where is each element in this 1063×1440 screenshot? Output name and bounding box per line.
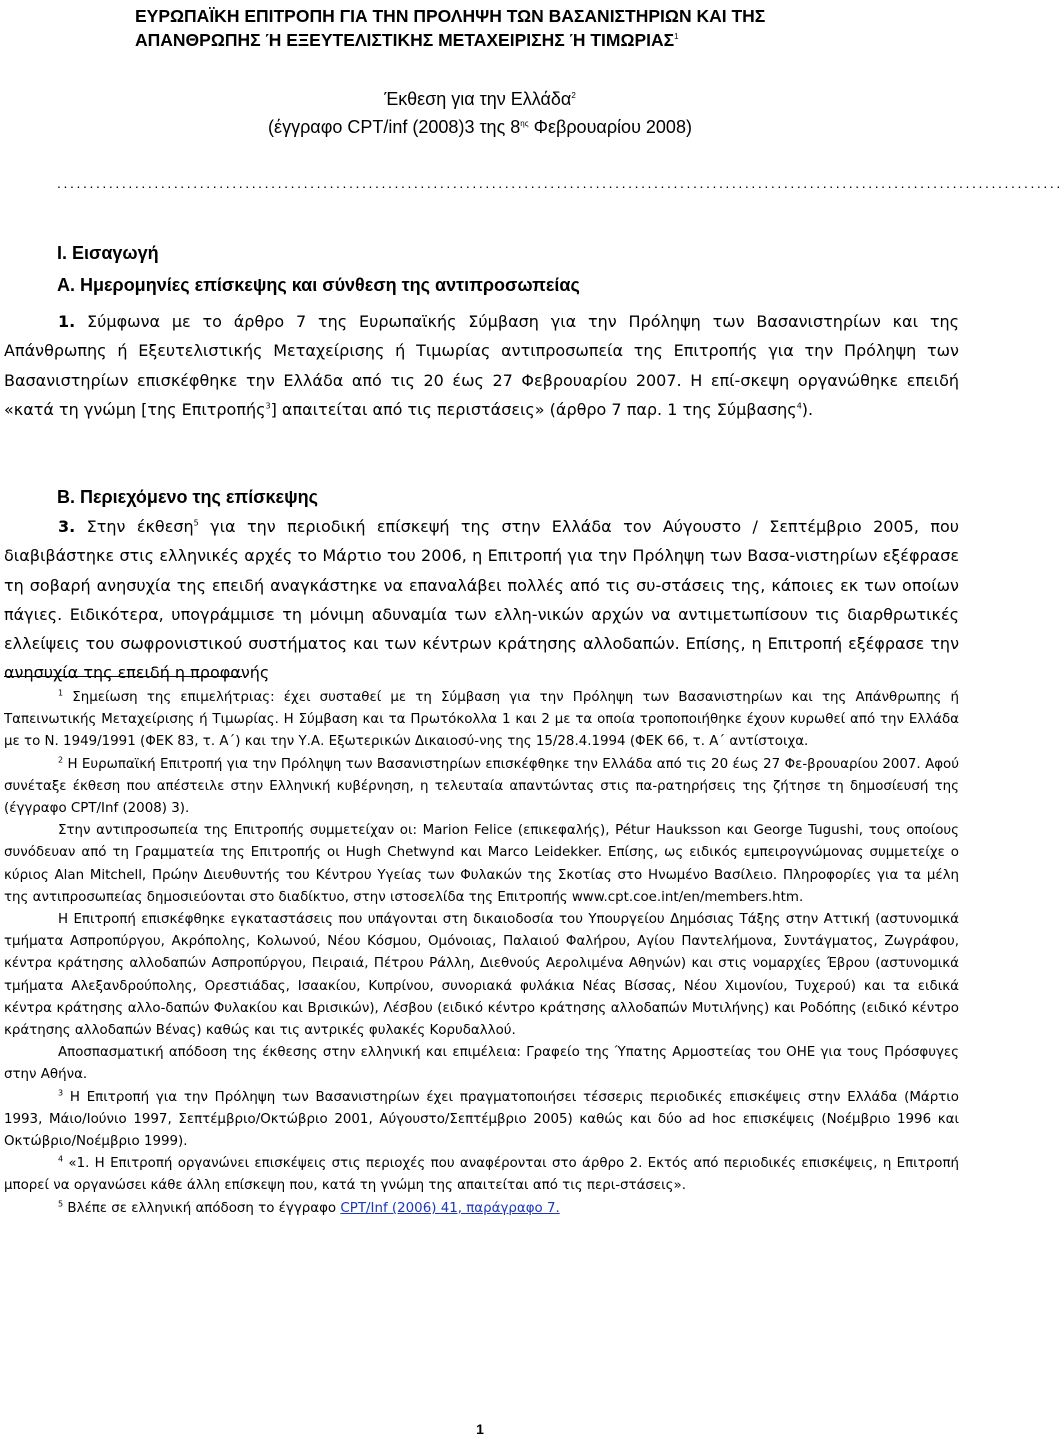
paragraph-number: 1. bbox=[58, 312, 76, 331]
footnote-ref-2[interactable]: 2 bbox=[571, 91, 576, 100]
footnote-ref-4[interactable]: 4 bbox=[796, 401, 802, 411]
section-heading-introduction: Ι. Εισαγωγή bbox=[57, 243, 159, 263]
footnote-ref-3[interactable]: 3 bbox=[265, 401, 271, 411]
footnote-separator bbox=[4, 676, 242, 677]
footnote-2: $^2$ Η Ευρωπαϊκή Επιτροπή για την Πρόληψη των Βασανιστηρίων επισκέφθηκε την Ελλάδα από τις 20 έως 27 Φε-βρουαρίου 2007. Αφού συνέταξε έκθεση που απέστειλε στην Ελληνική κυβέρνηση, η τελευταία απαντώντας στις πα-ρατηρήσεις της ζήτησε τη δημοσίευσή της (έγγραφο CPT/Inf (2008) 3). bbox=[4, 755, 960, 817]
dotted-separator: ........................................................................................................................................................... bbox=[57, 175, 1063, 191]
report-reference: (έγγραφο CPT/inf (2008)3 της $8^{\eta\varsigma}$ Φεβρουαρίου 2008) bbox=[268, 117, 692, 137]
paragraph-1: 1. Σύμφωνα με το άρθρο 7 της Ευρωπαϊκής Σύμβαση για την Πρόληψη των Βασανιστηρίων και της Απάνθρωπης ή Εξευτελιστικής Μεταχείρισης ή Τιμωρίας αντιπροσωπεία της Επιτροπής για την Πρόληψη των Βασανιστηρίων επισκέφθηκε την Ελλάδα από τις 20 έως 27 Φεβρουαρίου 2007. Η επί-σκεψη οργανώθηκε επειδή «κατά τη γνώμη [της Επιτροπής$^3$] απαιτείται από τις περιστάσεις» (άρθρο 7 παρ. 1 της Σύμβασης$^4$). bbox=[4, 312, 959, 419]
paragraph-number: 3. bbox=[58, 517, 76, 536]
report-heading bbox=[0, 85, 960, 141]
report-title: Έκθεση για την Ελλάδα$^2$ bbox=[384, 89, 576, 109]
footnote-ref-5[interactable]: 5 bbox=[193, 518, 199, 528]
section-heading-visit-content: Β. Περιεχόμενο της επίσκεψης bbox=[57, 487, 319, 507]
footnote-3: $^3$ Η Επιτροπή για την Πρόληψη των Βασανιστηρίων έχει πραγματοποιήσει τέσσερις περιοδικές επισκέψεις στην Ελλάδα (Μάρτιο 1993, Μάιο/Ιούνιο 1997, Σεπτέμβριο/Οκτώβριο 2001, Αύγουστο/Σεπτέμβριο 2005) καθώς και δύο ad hoc επισκέψεις (Νοέμβριο 1996 και Οκτώβριο/Νοέμβριο 1999). bbox=[4, 1088, 960, 1150]
footnote-2-translation: Αποσπασματική απόδοση της έκθεσης στην ελληνική και επιμέλεια: Γραφείο της Ύπατης Αρμοστείας του ΟΗΕ για τους Πρόσφυγες στην Αθήνα. bbox=[4, 1045, 959, 1083]
footnote-2-delegation: Στην αντιπροσωπεία της Επιτροπής συμμετείχαν οι: Marion Felice (επικεφαλής), Pétur Hauksson και George Tugushi, τους οποίους συνόδευαν από τη Γραμματεία της Επιτροπής οι Hugh Chetwynd και Marco Leidekker. Επίσης, ως ειδικός εμπειρογνώμονας συμμετείχε ο κύριος Alan Mitchell, Πρώην Διευθυντής του Κέντρου Υγείας των Φυλακών της Σκοτίας στο Ηνωμένο Βασίλειο. Πληροφορίες για τα μέλη της αντιπροσωπείας δημοσιεύονται στο διαδίκτυο, στην ιστοσελίδα της Επιτροπής www.cpt.coe.int/en/members.htm. bbox=[4, 823, 959, 905]
paragraph-3: 3. Στην έκθεση$^5$ για την περιοδική επίσκεψή της στην Ελλάδα τον Αύγουστο / Σεπτέμβριο 2005, που διαβιβάστηκε στις ελληνικές αρχές το Μάρτιο του 2006, η Επιτροπή για την Πρόληψη των Βασα-νιστηρίων εξέφρασε τη σοβαρή ανησυχία της επειδή αναγκάστηκε να επαναλάβει πολλές από τις συ-στάσεις της, κάποιες εκ των οποίων πάγιες. Ειδικότερα, υπογράμμισε τη μόνιμη αδυναμία των ελλη-νικών αρχών να αντιμετωπίσουν τις διαρθρωτικές ελλείψεις του σωφρονιστικού συστήματος και των κέντρων κράτησης αλλοδαπών. Επίσης, η Επιτροπή εξέφρασε την ανησυχία της επειδή η προφανής bbox=[4, 517, 960, 683]
footnote-ref-1[interactable]: 1 bbox=[674, 32, 679, 42]
title-line-2: ΑΠΑΝΘΡΩΠΗΣ Ή ΕΞΕΥΤΕΛΙΣΤΙΚΗΣ ΜΕΤΑΧΕΙΡΙΣΗΣ Ή ΤΙΜΩΡΙΑΣ$^1$ bbox=[135, 30, 679, 50]
page-number: 1 bbox=[476, 1421, 484, 1437]
footnote-1: $^1$ Σημείωση της επιμελήτριας: έχει συσταθεί με τη Σύμβαση για την Πρόληψη των Βασανιστηρίων και της Απάνθρωπης ή Ταπεινωτικής Μεταχείρισης ή Τιμωρίας. Η Σύμβαση και τα Πρωτόκολλα 1 και 2 με τα οποία τροποποιήθηκε έχουν κυρωθεί από την Ελλάδα με το Ν. 1949/1991 (ΦΕΚ 83, τ. Α΄) και την Υ.Α. Εξωτερικών Δικαιοσύ-νης της 15/28.4.1994 (ΦΕΚ 66, τ. Α΄ αντίστοιχα. bbox=[4, 688, 959, 750]
document-title bbox=[135, 4, 835, 52]
footnote-5: $^5$ Βλέπε σε ελληνική απόδοση το έγγραφο CPT/Inf (2006) 41, παράγραφο 7. bbox=[58, 1199, 560, 1216]
footnote-2-facilities: Η Επιτροπή επισκέφθηκε εγκαταστάσεις που υπάγονται στη δικαιοδοσία του Υπουργείου Δημόσιας Τάξης στην Αττική (αστυνομικά τμήματα Ασπροπύργου, Ακρόπολης, Κολωνού, Νέου Κόσμου, Ομόνοιας, Παλαιού Φαλήρου, Αγίου Παντελήμονα, Συντάγματος, Ζωγράφου, κέντρα κράτησης αλλοδαπών Ασπροπύργου, Πειραιά, Πέτρου Ράλλη, Διεθνούς Αερολιμένα Αθηνών) και στις νομαρχίες Έβρου (αστυνομικά τμήματα Αλεξανδρούπολης, Ορεστιάδας, Ισαακίου, Κυπρίνου, συνοριακά φυλάκια Νέας Βίσσας, Νέου Χιμονίου, Τυχερού) και τα ειδικά κέντρα κράτησης αλλο-δαπών Φυλακίου και Βρισικών), Λέσβου (ειδικό κέντρο κράτησης αλλοδαπών Μυτιλήνης) και Ροδόπης (ειδικό κέντρο κράτησης αλλοδαπών Βένας) καθώς και τις αντρικές φυλακές Κορυδαλλού. bbox=[4, 912, 959, 1039]
footnotes bbox=[4, 687, 959, 1220]
footnote-4: $^4$ «1. Η Επιτροπή οργανώνει επισκέψεις στις περιοχές που αναφέρονται στο άρθρο 2. Εκτός από περιοδικές επισκέψεις, η Επιτροπή μπορεί να οργανώσει κάθε άλλη επίσκεψη που, κατά τη γνώμη της απαιτείται από τις περι-στάσεις». bbox=[4, 1154, 959, 1194]
document-link[interactable]: CPT/Inf (2006) 41, παράγραφο 7. bbox=[340, 1200, 560, 1216]
title-line-1: ΕΥΡΩΠΑΪΚΗ ΕΠΙΤΡΟΠΗ ΓΙΑ ΤΗΝ ΠΡΟΛΗΨΗ ΤΩΝ ΒΑΣΑΝΙΣΤΗΡΙΩΝ ΚΑΙ ΤΗΣ bbox=[135, 6, 766, 26]
section-heading-visit-dates: Α. Ημερομηνίες επίσκεψης και σύνθεση της αντιπροσωπείας bbox=[57, 275, 580, 295]
